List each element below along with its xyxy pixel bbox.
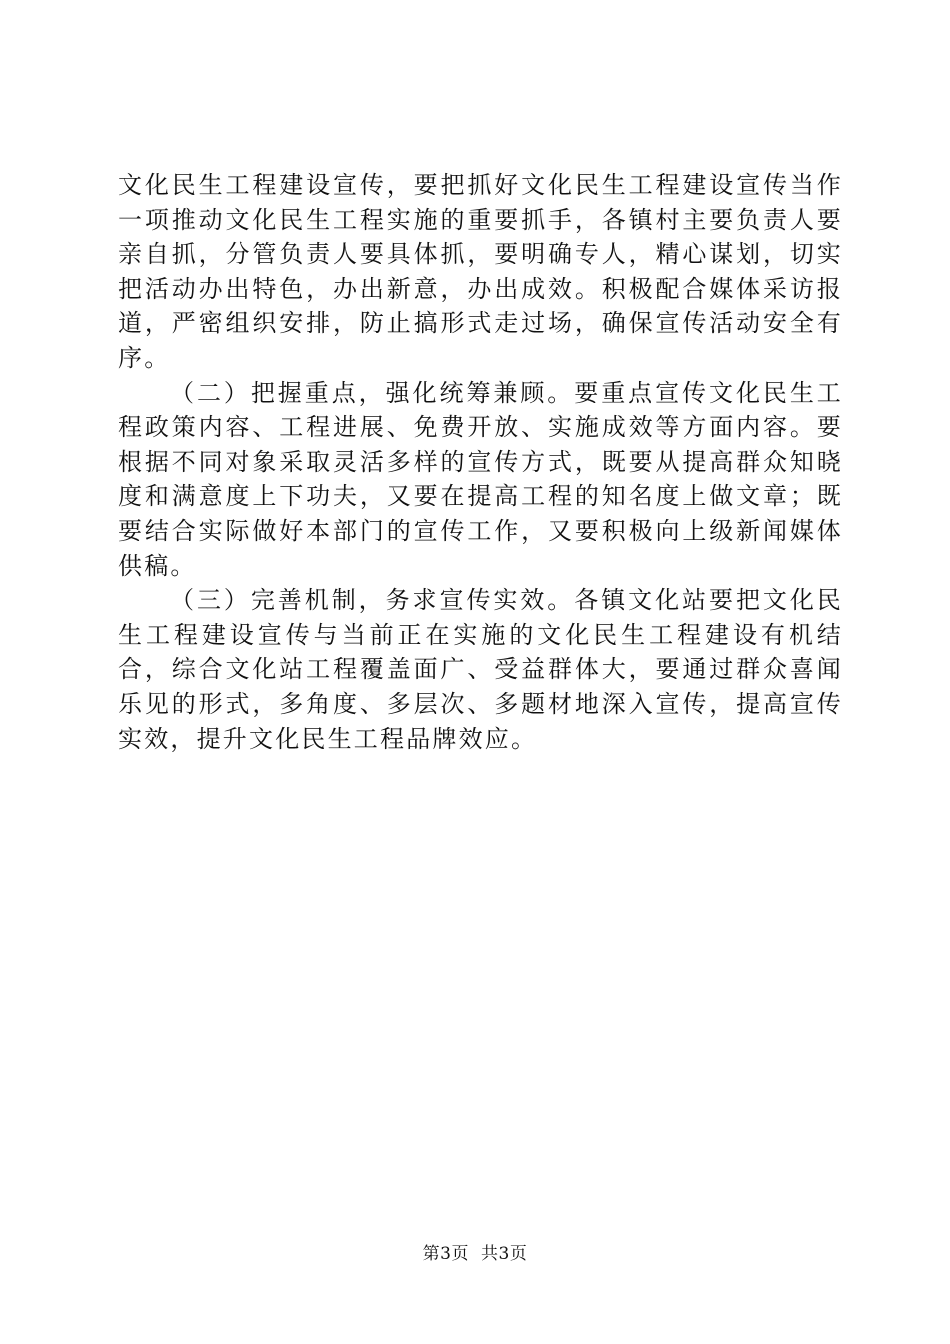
page-total: 共3页	[481, 1244, 528, 1264]
paragraph-continuation: 文化民生工程建设宣传，要把抓好文化民生工程建设宣传当作一项推动文化民生工程实施的重要抓手，各镇村主要负责人要亲自抓，分管负责人要具体抓，要明确专人，精心谋划，切实把活动办出特色，办出新意，办出成效。积极配合媒体采访报道，严密组织安排，防止搞形式走过场，确保宣传活动安全有序。	[118, 171, 843, 372]
page-number: 第3页	[422, 1244, 469, 1264]
paragraph-section-three: （三）完善机制，务求宣传实效。各镇文化站要把文化民生工程建设宣传与当前正在实施的文化民生工程建设有机结合，综合文化站工程覆盖面广、受益群体大，要通过群众喜闻乐见的形式，多角度、多层次、多题材地深入宣传，提高宣传实效，提升文化民生工程品牌效应。	[118, 586, 843, 753]
document-body	[118, 168, 843, 756]
paragraph-section-two: （二）把握重点，强化统筹兼顾。要重点宣传文化民生工程政策内容、工程进展、免费开放、实施成效等方面内容。要根据不同对象采取灵活多样的宣传方式，既要从提高群众知晓度和满意度上下功夫，又要在提高工程的知名度上做文章；既要结合实际做好本部门的宣传工作，又要积极向上级新闻媒体供稿。	[118, 378, 843, 580]
page-footer	[0, 1243, 950, 1265]
